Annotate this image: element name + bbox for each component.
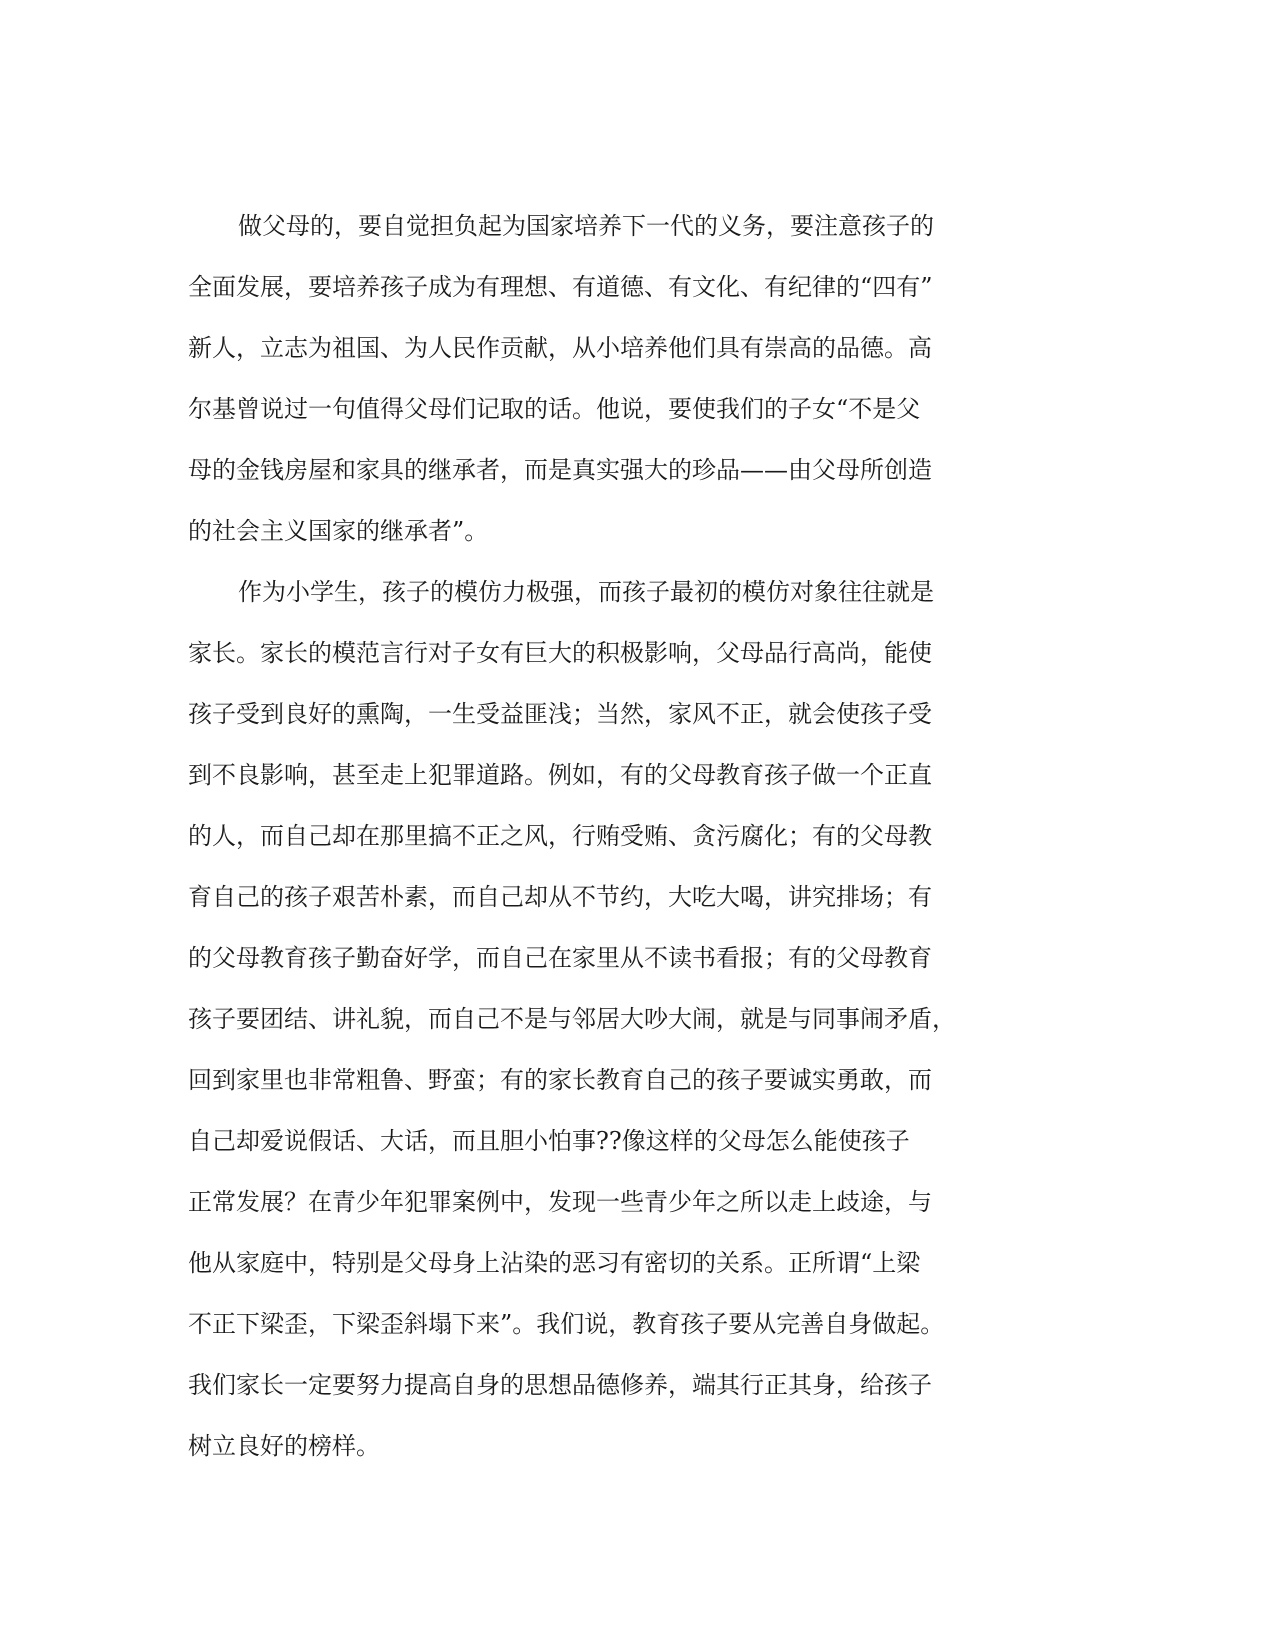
text-line: 正常发展？在青少年犯罪案例中，发现一些青少年之所以走上歧途，与 (188, 1188, 932, 1216)
text-line: 的父母教育孩子勤奋好学，而自己在家里从不读书看报；有的父母教育 (188, 944, 932, 972)
text-line: 到不良影响，甚至走上犯罪道路。例如，有的父母教育孩子做一个正直 (188, 761, 932, 789)
body-text (188, 196, 968, 1477)
text-line: 树立良好的榜样。 (188, 1432, 380, 1460)
text-line: 育自己的孩子艰苦朴素，而自己却从不节约，大吃大喝，讲究排场；有 (188, 883, 932, 911)
text-line: 作为小学生，孩子的模仿力极强，而孩子最初的模仿对象往往就是 (238, 578, 934, 606)
text-line: 不正下梁歪，下梁歪斜塌下来”。我们说，教育孩子要从完善自身做起。 (188, 1310, 945, 1338)
text-line: 做父母的，要自觉担负起为国家培养下一代的义务，要注意孩子的 (238, 212, 934, 240)
text-line: 回到家里也非常粗鲁、野蛮；有的家长教育自己的孩子要诚实勇敢，而 (188, 1066, 932, 1094)
text-line: 家长。家长的模范言行对子女有巨大的积极影响，父母品行高尚，能使 (188, 639, 932, 667)
text-line: 全面发展，要培养孩子成为有理想、有道德、有文化、有纪律的“四有” (188, 273, 933, 301)
text-line: 的人，而自己却在那里搞不正之风，行贿受贿、贪污腐化；有的父母教 (188, 822, 932, 850)
text-line: 孩子要团结、讲礼貌，而自己不是与邻居大吵大闹，就是与同事闹矛盾， (188, 1005, 956, 1033)
text-line: 尔基曾说过一句值得父母们记取的话。他说，要使我们的子女“不是父 (188, 395, 921, 423)
text-line: 他从家庭中，特别是父母身上沾染的恶习有密切的关系。正所谓“上梁 (188, 1249, 921, 1277)
text-line: 孩子受到良好的熏陶，一生受益匪浅；当然，家风不正，就会使孩子受 (188, 700, 932, 728)
text-line: 自己却爱说假话、大话，而且胆小怕事??像这样的父母怎么能使孩子 (188, 1127, 910, 1155)
text-line: 新人，立志为祖国、为人民作贡献，从小培养他们具有崇高的品德。高 (188, 334, 932, 362)
text-line: 我们家长一定要努力提高自身的思想品德修养，端其行正其身，给孩子 (188, 1371, 932, 1399)
text-line: 母的金钱房屋和家具的继承者，而是真实强大的珍品——由父母所创造 (188, 456, 932, 484)
text-line: 的社会主义国家的继承者”。 (188, 517, 489, 545)
